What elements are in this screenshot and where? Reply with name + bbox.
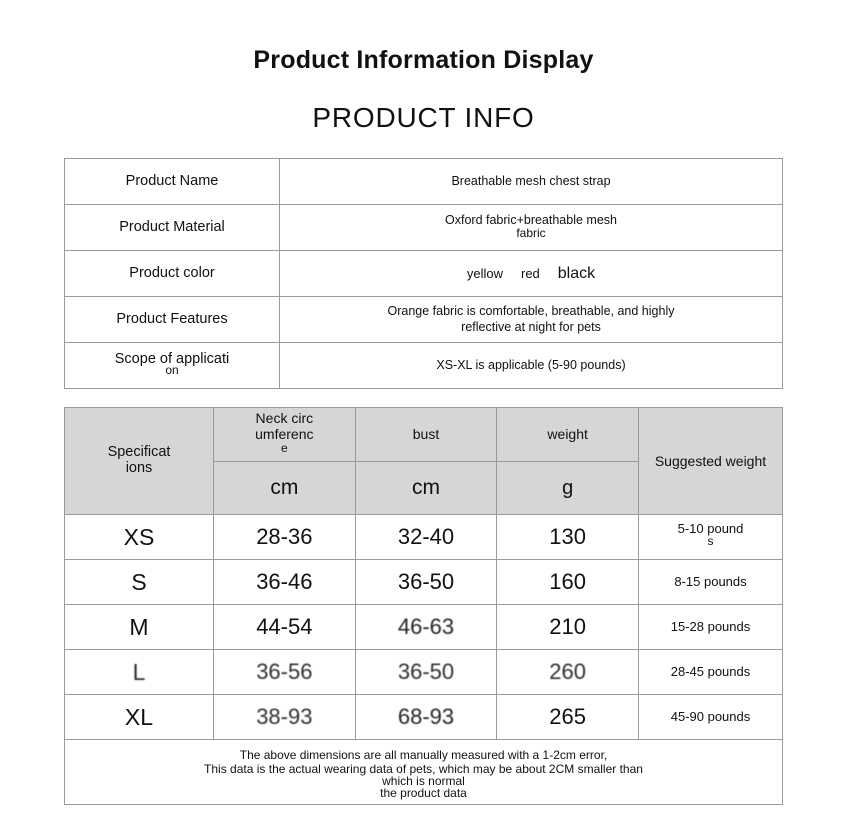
table-row	[65, 515, 783, 560]
bust-m: 46-63	[355, 605, 497, 650]
table-row	[65, 343, 783, 389]
footnote-row	[65, 740, 783, 805]
info-label-product-color: Product color	[65, 251, 280, 297]
neck-line2: umferenc	[255, 426, 314, 443]
suggested-xs	[639, 515, 783, 560]
suggested-xl: 45-90 pounds	[639, 695, 783, 740]
size-chart-table	[64, 407, 783, 805]
info-value-product-material	[280, 205, 783, 251]
header-suggested-weight: Suggested weight	[639, 408, 783, 515]
table-row	[65, 695, 783, 740]
weight-s: 160	[497, 560, 639, 605]
info-value-product-features	[280, 297, 783, 343]
neck-xl: 38-93	[214, 695, 356, 740]
features-line1: Orange fabric is comfortable, breathable, and highly	[387, 303, 675, 318]
suggested-l: 28-45 pounds	[639, 650, 783, 695]
info-label-product-name: Product Name	[65, 159, 280, 205]
neck-m: 44-54	[214, 605, 356, 650]
material-line1: Oxford fabric+breathable mesh	[445, 212, 617, 227]
color-list	[280, 264, 782, 284]
suggested-xs-line1: 5-10 pound	[677, 521, 744, 537]
info-label-scope	[65, 343, 280, 389]
table-row	[65, 560, 783, 605]
size-m: M	[65, 605, 214, 650]
header-neck-circumference	[214, 408, 356, 462]
material-line2: fabric	[516, 225, 546, 240]
scope-label-line2: on	[165, 362, 179, 377]
footnote-line3: which is normal	[382, 774, 465, 788]
weight-m: 210	[497, 605, 639, 650]
footnote-stack	[65, 746, 782, 798]
neck-l: 36-56	[214, 650, 356, 695]
spec-line1: Specificat	[107, 444, 171, 461]
neck-line1: Neck circ	[255, 410, 314, 426]
table-row	[65, 605, 783, 650]
unit-neck: cm	[214, 462, 356, 515]
table-row	[65, 159, 783, 205]
suggested-xs-line2: s	[707, 534, 714, 548]
color-option-red: red	[520, 265, 540, 281]
product-info-document	[0, 46, 847, 830]
bust-xs: 32-40	[355, 515, 497, 560]
size-xs: XS	[65, 515, 214, 560]
suggested-m: 15-28 pounds	[639, 605, 783, 650]
info-value-product-color	[280, 251, 783, 297]
material-text	[445, 214, 617, 240]
unit-weight: g	[497, 462, 639, 515]
header-weight: weight	[497, 408, 639, 462]
header-bust: bust	[355, 408, 497, 462]
weight-l: 260	[497, 650, 639, 695]
spec-line2: ions	[125, 460, 153, 476]
section-title: PRODUCT INFO	[312, 102, 535, 133]
features-line2: reflective at night for pets	[461, 319, 601, 334]
weight-xs: 130	[497, 515, 639, 560]
bust-xl: 68-93	[355, 695, 497, 740]
neck-s: 36-46	[214, 560, 356, 605]
size-s: S	[65, 560, 214, 605]
table-row	[65, 650, 783, 695]
info-value-scope: XS-XL is applicable (5-90 pounds)	[280, 343, 783, 389]
info-value-product-name: Breathable mesh chest strap	[280, 159, 783, 205]
neck-xs: 28-36	[214, 515, 356, 560]
measurement-footnote	[65, 740, 783, 805]
info-label-product-features: Product Features	[65, 297, 280, 343]
neck-line3: e	[280, 441, 288, 456]
unit-bust: cm	[355, 462, 497, 515]
footnote-line1: The above dimensions are all manually measured with a 1-2cm error,	[239, 748, 608, 762]
scope-label-line1: Scope of applicati	[114, 350, 230, 367]
size-l: L	[65, 650, 214, 695]
suggested-s: 8-15 pounds	[639, 560, 783, 605]
size-xl: XL	[65, 695, 214, 740]
header-specifications	[65, 408, 214, 515]
bust-s: 36-50	[355, 560, 497, 605]
page-title: Product Information Display	[253, 46, 594, 74]
footnote-line4: the product data	[380, 786, 467, 800]
weight-xl: 265	[497, 695, 639, 740]
table-row	[65, 251, 783, 297]
info-label-product-material: Product Material	[65, 205, 280, 251]
size-table-header-row	[65, 408, 783, 462]
table-row	[65, 297, 783, 343]
bust-l: 36-50	[355, 650, 497, 695]
product-info-table	[64, 158, 783, 389]
color-option-black: black	[557, 264, 596, 282]
footnote-line2: This data is the actual wearing data of pets, which may be about 2CM smaller than	[204, 762, 643, 776]
color-option-yellow: yellow	[466, 265, 503, 281]
table-row	[65, 205, 783, 251]
